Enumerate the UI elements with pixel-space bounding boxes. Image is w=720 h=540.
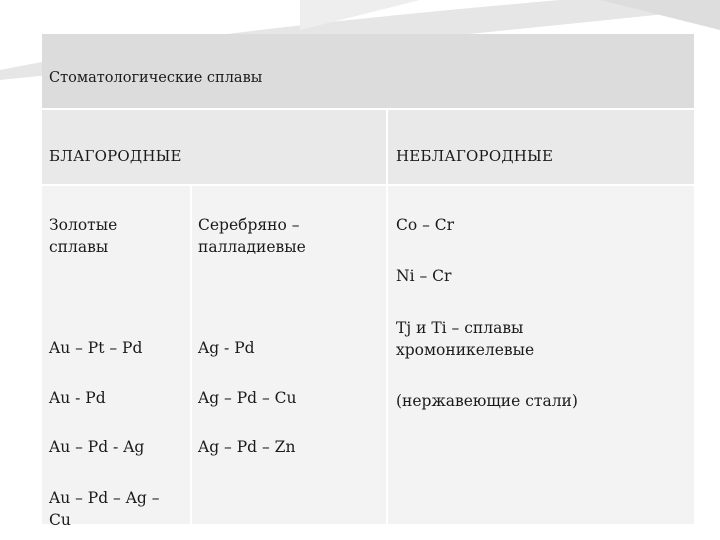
base-alloys-column bbox=[388, 185, 694, 524]
list-item: Au – Pd – Ag – Cu bbox=[49, 489, 160, 529]
silver-alloys-column bbox=[192, 185, 386, 524]
alloys-table bbox=[42, 34, 694, 529]
list-item: Ni – Cr bbox=[396, 267, 452, 285]
list-item: Au - Pd bbox=[49, 389, 106, 407]
list-item: Ag – Pd – Zn bbox=[198, 438, 296, 456]
base-header: НЕБЛАГОРОДНЫЕ bbox=[396, 147, 554, 165]
row-divider bbox=[42, 184, 694, 186]
list-item: Ag - Pd bbox=[198, 339, 255, 357]
list-item: Au – Pd - Ag bbox=[49, 438, 145, 456]
list-item: Ag – Pd – Cu bbox=[198, 389, 297, 407]
table-title-cell bbox=[42, 34, 694, 109]
base-header-cell bbox=[388, 109, 694, 185]
table-title: Стоматологические сплавы bbox=[49, 70, 263, 86]
gold-alloys-column bbox=[42, 185, 190, 529]
column-divider bbox=[386, 109, 388, 524]
column-divider bbox=[190, 185, 192, 524]
silver-heading: Серебряно – палладиевые bbox=[198, 216, 306, 256]
list-item: Co – Cr bbox=[396, 216, 455, 234]
list-item: (нержавеющие стали) bbox=[396, 392, 578, 410]
row-divider bbox=[42, 108, 694, 110]
list-item: Au – Pt – Pd bbox=[49, 339, 143, 357]
list-item: Tj и Ti – сплавы хромоникелевые bbox=[396, 319, 535, 359]
gold-heading: Золотые сплавы bbox=[49, 216, 118, 256]
noble-header: БЛАГОРОДНЫЕ bbox=[49, 147, 182, 165]
noble-header-cell bbox=[42, 109, 386, 185]
